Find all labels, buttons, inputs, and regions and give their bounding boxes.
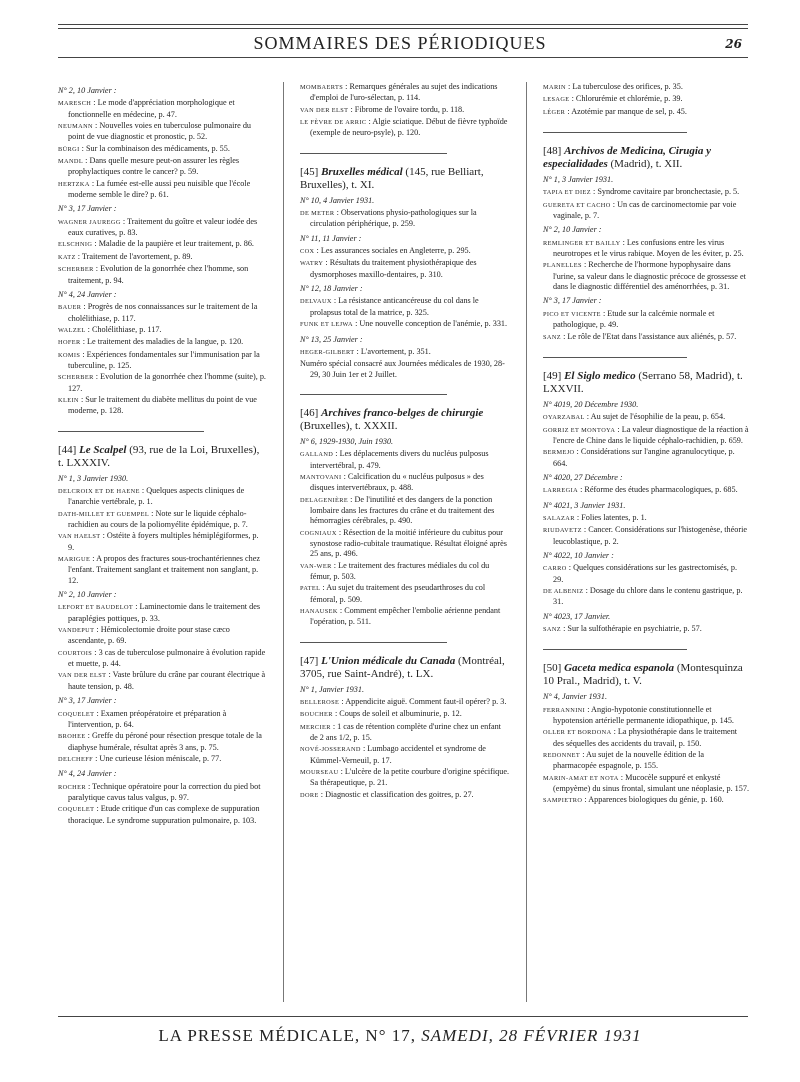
- issue-date: N° 4023, 17 Janvier.: [543, 611, 611, 621]
- article-author: CARRO: [543, 565, 567, 573]
- article-entry: [543, 727, 749, 749]
- article-author: MANDL: [58, 158, 84, 166]
- article-entry: [543, 187, 749, 198]
- article-title: : Au sujet du traitement des pseudarthroses du col fémoral, p. 509.: [310, 583, 486, 604]
- article-entry: [543, 750, 749, 772]
- article-title: : Au sujet de l'ésophilie de la peau, p. 654.: [586, 412, 726, 422]
- article-author: RIUDAVETZ: [543, 527, 582, 535]
- issue-date: N° 1, 3 Janvier 1931.: [543, 175, 614, 185]
- article-entry: [543, 773, 749, 795]
- article-author: LARREGIA: [543, 487, 579, 495]
- article-author: OYARZABAL: [543, 414, 585, 422]
- article-author: HERTZKA: [58, 180, 90, 188]
- journal-name: Gaceta medica espanola: [564, 662, 675, 675]
- article-author: BELLEROSE: [300, 699, 340, 707]
- issue-date: N° 4019, 20 Décembre 1930.: [543, 399, 639, 409]
- section-divider: [300, 642, 447, 643]
- article-entry: [543, 795, 749, 806]
- journal-heading: [300, 166, 510, 192]
- article-entry: [543, 412, 749, 423]
- footer-date: SAMEDI, 28 FÉVRIER 1931: [421, 1026, 642, 1045]
- article-entry: [300, 258, 510, 280]
- article-title: : Quelques aspects cliniques de l'anarchie vertébrale, p. 1.: [68, 485, 245, 507]
- article-entry: [58, 731, 266, 753]
- article-entry: [58, 325, 266, 336]
- article-title: : Etude critique d'un cas complexe de suppuration thoracique. Le syndrome suppuration pulmonaire, p. 103.: [68, 804, 260, 825]
- article-entry: [58, 144, 266, 155]
- article-title: : Considérations sur l'angine agranulocytique, p. 664.: [553, 447, 735, 468]
- article-title: : Remarques générales au sujet des indications d'emploi de l'uro-sélectan, p. 114.: [310, 82, 498, 103]
- article-title: : Syndrome cavitaire par bronchectasie, p. 5.: [593, 187, 740, 197]
- section-divider: [543, 649, 687, 650]
- article-entry: [58, 486, 266, 508]
- journal-address: (93, rue de la Loi, Bruxelles), t. LXXXIV.: [58, 443, 260, 469]
- issue-date: N° 11, 11 Janvier :: [300, 233, 362, 243]
- article-entry: [58, 302, 266, 324]
- article-entry: [300, 744, 510, 766]
- journal-heading: [58, 444, 266, 470]
- journal-address: (Serrano 58, Madrid), t. LXXVII.: [543, 369, 743, 395]
- article-title: : Diagnostic et classification des goitres, p. 27.: [320, 789, 474, 799]
- article-author: WALZEL: [58, 326, 86, 334]
- article-entry: [300, 495, 510, 527]
- article-title: : Algie sciatique. Début de fièvre typhoïde (exemple de neuro-psyle), p. 120.: [310, 117, 508, 138]
- article-title: : Le traitement des fractures médiales du col du fémur, p. 503.: [310, 560, 490, 581]
- journal-number: [50]: [543, 662, 562, 675]
- article-author: DELCROIX ET DE HAENE: [58, 487, 140, 495]
- issue-date: N° 2, 10 Janvier :: [58, 86, 117, 95]
- article-title: : De l'inutilité et des dangers de la ponction lombaire dans les fractures du crâne et du traitement des hémorragies cérébrales, p. 490.: [310, 494, 495, 526]
- article-author: SCHERBER: [58, 374, 94, 382]
- article-title: : 1 cas de rétention complète d'urine chez un enfant de 2 ans 1/2, p. 15.: [310, 721, 501, 743]
- issue-date: N° 3, 17 Janvier :: [543, 296, 602, 306]
- journal-name: Archivos de Medicina, Cirugia y especialidades: [543, 145, 712, 171]
- article-entry: [300, 790, 510, 801]
- footer: [60, 1026, 740, 1046]
- article-title: : Recherche de l'hormone hypophysaire dans l'urine, sa valeur dans le diagnostic précoce de grossesse et dans le diagnostic différentiel des aménorrhées, p. 31.: [553, 260, 746, 292]
- article-title: : Hémicolectomie droite pour stase cæco ascendante, p. 69.: [68, 625, 230, 646]
- article-entry: [543, 238, 749, 260]
- article-entry: [300, 359, 510, 380]
- article-title: : Fibrome de l'ovaire tordu, p. 118.: [350, 104, 465, 114]
- article-entry: [543, 447, 749, 469]
- column-1: [58, 82, 266, 827]
- article-entry: [543, 107, 749, 118]
- article-author: ELSCHNIG: [58, 241, 93, 249]
- article-title: : Résection de la moitié inférieure du cubitus pour synostose radio-cubitale traumatique. Résultat éloigné après 25 ans, p. 496.: [310, 527, 507, 559]
- article-author: NEUMANN: [58, 123, 93, 131]
- issue-date: N° 2, 10 Janvier :: [543, 225, 602, 235]
- issue-date: N° 4022, 10 Janvier :: [543, 550, 614, 560]
- article-author: SANZ: [543, 626, 562, 634]
- article-author: DELCHEFF: [58, 755, 94, 763]
- journal-heading: [543, 370, 749, 396]
- section-divider: [58, 431, 204, 432]
- header-rule-top: [58, 24, 748, 25]
- header-rule-bottom: [58, 57, 748, 58]
- issue-date: N° 2, 10 Janvier :: [58, 590, 117, 600]
- article-title: : Dans quelle mesure peut-on assurer les règles prophylactiques contre le cancer? p. 59.: [68, 156, 240, 177]
- issue-date: N° 12, 18 Janvier :: [300, 284, 363, 294]
- article-title: : Apparences biologiques du génie, p. 160.: [584, 795, 724, 805]
- article-author: COX: [300, 248, 315, 256]
- page-title: SOMMAIRES DES PÉRIODIQUES: [253, 33, 547, 53]
- journal-heading: [543, 662, 749, 688]
- article-title: : Nouvelles voies en tuberculose pulmonaire du point de vue diagnostic et pronostic, p. 52.: [68, 121, 252, 142]
- article-title: : Azotémie par manque de sel, p. 45.: [567, 106, 687, 116]
- article-entry: [543, 309, 749, 331]
- article-title: : Angio-hypotonie constitutionnelle et hypotension artérielle permanente idiopathique, p. 145.: [553, 704, 734, 726]
- article-entry: [58, 239, 266, 250]
- issue-date: N° 1, Janvier 1931.: [300, 684, 364, 694]
- article-title: : Une curieuse lésion méniscale, p. 77.: [95, 753, 222, 763]
- footer-journal: LA PRESSE MÉDICALE, N° 17,: [158, 1026, 416, 1045]
- article-entry: [543, 82, 749, 93]
- article-entry: [543, 200, 749, 222]
- article-entry: [58, 395, 266, 417]
- article-author: LESAGE: [543, 96, 570, 104]
- article-entry: [300, 606, 510, 628]
- journal-name: Le Scalpel: [79, 443, 127, 456]
- issue-date: N° 4, 24 Janvier :: [58, 769, 117, 779]
- article-entry: [543, 624, 749, 635]
- article-title: : Maladie de la paupière et leur traitement, p. 86.: [94, 239, 254, 249]
- article-author: DE METER: [300, 210, 335, 218]
- section-divider: [543, 357, 687, 358]
- journal-name: L'Union médicale du Canada: [321, 654, 456, 667]
- journal-name: Archives franco-belges de chirurgie: [321, 406, 484, 419]
- column-divider-2: [526, 82, 527, 1002]
- article-entry: [300, 449, 510, 471]
- article-title: : Le rôle de l'Etat dans l'assistance aux aliénés, p. 57.: [563, 331, 737, 341]
- article-author: KLEIN: [58, 396, 79, 404]
- journal-heading: [300, 407, 510, 433]
- article-title: : Calcification du « nucléus pulposus » des disques intervertébraux, p. 488.: [310, 471, 484, 493]
- journal-heading: [300, 655, 510, 681]
- article-entry: [58, 372, 266, 394]
- article-entry: [58, 509, 266, 531]
- journal-address: (Montréal, 3705, rue Saint-André), t. LX.: [300, 654, 505, 680]
- journal-number: [47]: [300, 654, 319, 667]
- column-3: [543, 82, 749, 808]
- article-author: SCHERBER: [58, 266, 94, 274]
- article-author: COURTOIS: [58, 649, 93, 657]
- article-author: GORRIZ ET MONTOYA: [543, 426, 616, 434]
- article-title: : Examen préopératoire et préparation à l'intervention, p. 64.: [68, 708, 227, 729]
- issue-date: N° 4020, 27 Décembre :: [543, 472, 623, 482]
- article-title: : Greffe du péroné pour résection presque totale de la diaphyse humérale, résultat après 3 ans, p. 75.: [68, 731, 262, 752]
- article-author: COGNIAUX: [300, 529, 337, 537]
- article-entry: [58, 782, 266, 804]
- article-title: : Les confusions entre les virus neurotropes et le virus rabique. Moyen de les éviter, p. 25.: [553, 237, 744, 259]
- article-title: : Observations physio-pathologiques sur la circulation périphérique, p. 259.: [310, 208, 477, 229]
- article-entry: [58, 625, 266, 647]
- article-author: PATEL: [300, 585, 321, 593]
- article-author: VAN DER ELST: [58, 672, 107, 680]
- article-title: : Note sur le liquide céphalo-rachidien au cours de la poliomyélite épidémique, p. 7.: [68, 508, 248, 529]
- header-rule-top-2: [58, 28, 748, 29]
- article-entry: [58, 531, 266, 553]
- article-entry: [543, 525, 749, 547]
- article-title: : Les assurances sociales en Angleterre, p. 295.: [316, 246, 471, 256]
- article-entry: [300, 709, 510, 720]
- journal-number: [48]: [543, 145, 562, 158]
- article-entry: [58, 754, 266, 765]
- section-divider: [300, 394, 447, 395]
- article-entry: [543, 513, 749, 524]
- article-title: : Cholélithiase, p. 117.: [87, 324, 162, 334]
- article-author: KATZ: [58, 253, 76, 261]
- article-entry: [58, 98, 266, 120]
- article-entry: [58, 156, 266, 178]
- issue-date: N° 3, 17 Janvier :: [58, 204, 117, 214]
- article-entry: [58, 554, 266, 586]
- article-title: : Laminectomie dans le traitement des paraplégies pottiques, p. 33.: [68, 602, 261, 623]
- journal-name: Bruxelles médical: [321, 165, 403, 178]
- article-author: FERRANNINI: [543, 706, 586, 714]
- article-author: KOMIS: [58, 351, 81, 359]
- article-entry: [543, 260, 749, 292]
- article-title: : Une nouvelle conception de l'anémie, p. 331.: [355, 319, 508, 329]
- issue-date: N° 1, 3 Janvier 1930.: [58, 473, 129, 483]
- article-author: TAPIA ET DIEZ: [543, 189, 591, 197]
- article-title: : Le traitement des maladies de la langue, p. 120.: [82, 337, 244, 347]
- article-title: : Vaste brûlure du crâne par courant électrique à haute tension, p. 48.: [68, 670, 266, 691]
- article-entry: [300, 319, 510, 330]
- article-author: REMLINGER ET BAILLY: [543, 239, 621, 247]
- article-entry: [300, 117, 510, 139]
- article-title: Numéro spécial consacré aux Journées médicales de 1930, 28-29, 30 Juin 1er et 2 Juillet.: [300, 359, 505, 379]
- column-2: [300, 82, 510, 802]
- article-title: : La valeur diagnostique de la réaction à l'encre de Chine dans le liquide céphalo-rachidien, p. 659.: [553, 424, 749, 445]
- article-title: : Chlorurémie et chlorémie, p. 39.: [571, 94, 683, 104]
- article-author: BROHEE: [58, 733, 86, 741]
- article-title: : Traitement du goître et valeur iodée des eaux curatives, p. 83.: [68, 216, 258, 238]
- article-title: : Technique opératoire pour la correction du pied bot paralytique cavus talus valgus, p. 97.: [68, 781, 261, 802]
- article-author: FUNK ET LEJWA: [300, 321, 354, 329]
- article-author: MARIN-AMAT ET NOTA: [543, 774, 619, 782]
- article-entry: [58, 709, 266, 731]
- article-title: : La fumée est-elle aussi peu nuisible que l'école moderne semble le dire? p. 61.: [68, 178, 251, 200]
- article-author: REDONNET: [543, 752, 581, 760]
- journal-address: (Montesquinza 10 Pral., Madrid), t. V.: [543, 662, 743, 688]
- article-entry: [300, 82, 510, 104]
- article-entry: [300, 583, 510, 605]
- issue-date: N° 10, 4 Janvier 1931.: [300, 195, 375, 205]
- article-title: : Etude sur la calcémie normale et pathologique, p. 49.: [553, 308, 715, 330]
- article-entry: [300, 561, 510, 583]
- article-title: : La résistance anticancéreuse du col dans le prolapsus total de la matrice, p. 325.: [310, 296, 479, 317]
- article-author: DELAGENIÈRE: [300, 496, 349, 504]
- article-entry: [58, 217, 266, 239]
- article-author: VAN-WER: [300, 562, 332, 570]
- article-entry: [300, 347, 510, 358]
- article-title: : Expériences fondamentales sur l'immunisation par la tuberculine, p. 125.: [68, 349, 260, 370]
- article-entry: [543, 425, 749, 447]
- journal-number: [44]: [58, 443, 77, 456]
- article-author: NOVÉ-JOSSERAND: [300, 746, 361, 754]
- article-author: DELVAUX: [300, 298, 332, 306]
- article-author: VANDEPUT: [58, 627, 95, 635]
- article-entry: [300, 472, 510, 494]
- article-author: LEFORT ET BAUDELOT: [58, 604, 134, 612]
- article-author: MARIGUE: [58, 556, 91, 564]
- article-entry: [58, 804, 266, 826]
- issue-date: N° 13, 25 Janvier :: [300, 334, 363, 344]
- article-author: MOMBAERTS: [300, 84, 344, 91]
- article-title: : Progrès de nos connaissances sur le traitement de la cholélithiase, p. 117.: [68, 302, 258, 323]
- article-entry: [300, 208, 510, 230]
- article-entry: [58, 670, 266, 692]
- article-title: : La physiothérapie dans le traitement des séquelles des accidents du travail, p. 150.: [553, 727, 738, 748]
- article-title: : Folies latentes, p. 1.: [576, 512, 647, 522]
- article-entry: [543, 563, 749, 585]
- article-title: : Dosage du chlore dans le contenu gastrique, p. 31.: [553, 586, 743, 607]
- article-author: WAGNER JAUREGG: [58, 218, 121, 226]
- section-divider: [543, 132, 687, 133]
- article-author: OLLER ET BORDONA: [543, 729, 612, 737]
- article-author: MARESCH: [58, 100, 92, 108]
- article-title: : A propos des fractures sous-trochantériennes chez l'enfant. Traitement sanglant et traitement non sanglant, p. 12.: [68, 554, 261, 585]
- issue-date: N° 4021, 3 Janvier 1931.: [543, 500, 626, 510]
- article-title: : Coups de soleil et albuminurie, p. 12.: [334, 709, 462, 719]
- article-author: ROCHER: [58, 783, 86, 791]
- page-number: 26: [725, 37, 742, 51]
- article-author: SALAZAR: [543, 514, 575, 522]
- article-author: HANAUSEK: [300, 608, 338, 616]
- article-author: COQUELET: [58, 806, 95, 814]
- footer-rule: [58, 1016, 748, 1017]
- journal-number: [46]: [300, 406, 319, 419]
- article-title: : Evolution de la gonorrhée chez l'homme (suite), p. 127.: [68, 372, 266, 393]
- article-title: : Sur la sulfothérapie en psychiatrie, p. 57.: [563, 624, 702, 634]
- journal-address: (Bruxelles), t. XXXII.: [300, 419, 398, 432]
- article-author: VAN HAELST: [58, 533, 101, 541]
- article-title: : Au sujet de la nouvelle édition de la pharmacopée espagnole, p. 155.: [553, 750, 705, 771]
- article-author: LÉGER: [543, 108, 566, 116]
- journal-number: [45]: [300, 165, 319, 178]
- article-entry: [543, 705, 749, 727]
- article-author: MOURSEAU: [300, 769, 339, 777]
- article-title: : Quelques considérations sur les gastrectomisés, p. 29.: [553, 563, 738, 584]
- article-entry: [300, 767, 510, 789]
- article-entry: [58, 264, 266, 286]
- article-title: : Traitement de l'avortement, p. 89.: [77, 251, 193, 261]
- column-divider-1: [283, 82, 284, 1002]
- article-title: : Appendicite aiguë. Comment faut-il opérer? p. 3.: [341, 697, 507, 707]
- article-title: : L'ulcère de la petite courbure d'origine spécifique. Sa thérapeutique, p. 21.: [310, 767, 510, 788]
- article-entry: [58, 602, 266, 624]
- article-entry: [300, 105, 510, 116]
- article-author: GUERETA ET CACHO: [543, 201, 611, 209]
- article-author: COQUELET: [58, 710, 95, 718]
- journal-name: El Siglo medico: [564, 369, 636, 382]
- article-entry: [300, 528, 510, 560]
- article-author: PICO ET VICENTE: [543, 310, 601, 318]
- article-author: DATH-MILLET ET GUEMPEL: [58, 510, 150, 518]
- article-title: : Lumbago accidentel et syndrome de Kümmel-Verneuil, p. 17.: [310, 744, 486, 765]
- article-entry: [300, 296, 510, 318]
- article-title: : Mucocèle suppuré et enkysté (empyème) du sinus frontal, simulant une néoplasie, p. 157.: [553, 772, 750, 794]
- article-title: : 3 cas de tuberculose pulmonaire à évolution rapide et muette, p. 44.: [68, 647, 266, 669]
- article-entry: [58, 337, 266, 348]
- article-title: : Les déplacements divers du nucléus pulposus intervertébral, p. 479.: [310, 449, 489, 470]
- article-author: BOUCHER: [300, 711, 333, 719]
- article-author: VAN DER ELST: [300, 106, 349, 114]
- issue-date: N° 3, 17 Janvier :: [58, 696, 117, 706]
- article-author: BÜRGI: [58, 145, 80, 153]
- article-entry: [543, 485, 749, 496]
- article-title: : Evolution de la gonorrhée chez l'homme, son traitement, p. 94.: [68, 264, 249, 285]
- article-entry: [300, 246, 510, 257]
- article-entry: [58, 121, 266, 143]
- journal-heading: [543, 145, 749, 171]
- article-title: : Sur la combinaison des médicaments, p. 55.: [81, 143, 230, 153]
- article-author: MERCIER: [300, 723, 331, 731]
- article-entry: [58, 350, 266, 372]
- article-author: WATRY: [300, 260, 324, 268]
- article-title: : Le mode d'appréciation morphologique et fonctionnelle en médecine, p. 47.: [68, 98, 235, 119]
- issue-date: N° 4, 24 Janvier :: [58, 289, 117, 299]
- section-divider: [300, 153, 447, 154]
- article-author: MARIN: [543, 84, 566, 91]
- journal-number: [49]: [543, 369, 562, 382]
- article-author: LE FÈVRE DE ARRIC: [300, 119, 367, 127]
- article-author: DE ALBENIZ: [543, 588, 584, 595]
- issue-date: N° 6, 1929-1930, Juin 1930.: [300, 436, 394, 446]
- article-title: : Comment empêcher l'embolie aérienne pendant l'opération, p. 511.: [310, 606, 501, 627]
- article-title: : Un cas de carcinomectomie par voie vaginale, p. 7.: [553, 199, 737, 221]
- article-author: BAUER: [58, 304, 82, 312]
- article-entry: [300, 722, 510, 744]
- article-author: GALLAND: [300, 451, 334, 459]
- article-title: : Résultats du traitement physiothérapique des dysmorphoses maxillo-dentaires, p. 310.: [310, 258, 477, 279]
- article-entry: [543, 94, 749, 105]
- article-title: : Réforme des études pharmacologiques, p. 685.: [580, 485, 738, 495]
- article-entry: [58, 252, 266, 263]
- article-entry: [58, 179, 266, 201]
- article-title: : Cancer. Considérations sur l'histogenèse, théorie leucoblastique, p. 2.: [553, 525, 748, 546]
- article-entry: [543, 586, 749, 608]
- article-title: : Ostéite à foyers multiples hémiplégiformes, p. 9.: [68, 531, 259, 552]
- issue-date: N° 4, Janvier 1931.: [543, 692, 607, 702]
- article-entry: [58, 648, 266, 670]
- article-author: PLANELLES: [543, 262, 582, 270]
- article-author: DORE: [300, 791, 319, 799]
- article-author: HOFER: [58, 339, 81, 347]
- article-entry: [543, 332, 749, 343]
- journal-address: (145, rue Belliart, Bruxelles), t. XI.: [300, 165, 484, 191]
- article-title: : La tuberculose des orifices, p. 35.: [568, 82, 683, 91]
- article-author: BERMEJO: [543, 449, 575, 457]
- article-author: MANTOVANI: [300, 473, 342, 481]
- article-title: : Sur le traitement du diabète mellitus du point de vue moderne, p. 128.: [68, 394, 257, 416]
- article-author: HEGER-GILBERT: [300, 348, 355, 356]
- article-author: SANZ: [543, 333, 562, 341]
- article-entry: [300, 697, 510, 708]
- article-title: : L'avortement, p. 351.: [356, 346, 431, 356]
- article-author: SAMPIETRO: [543, 797, 583, 805]
- journal-address: (Madrid), t. XII.: [610, 158, 683, 171]
